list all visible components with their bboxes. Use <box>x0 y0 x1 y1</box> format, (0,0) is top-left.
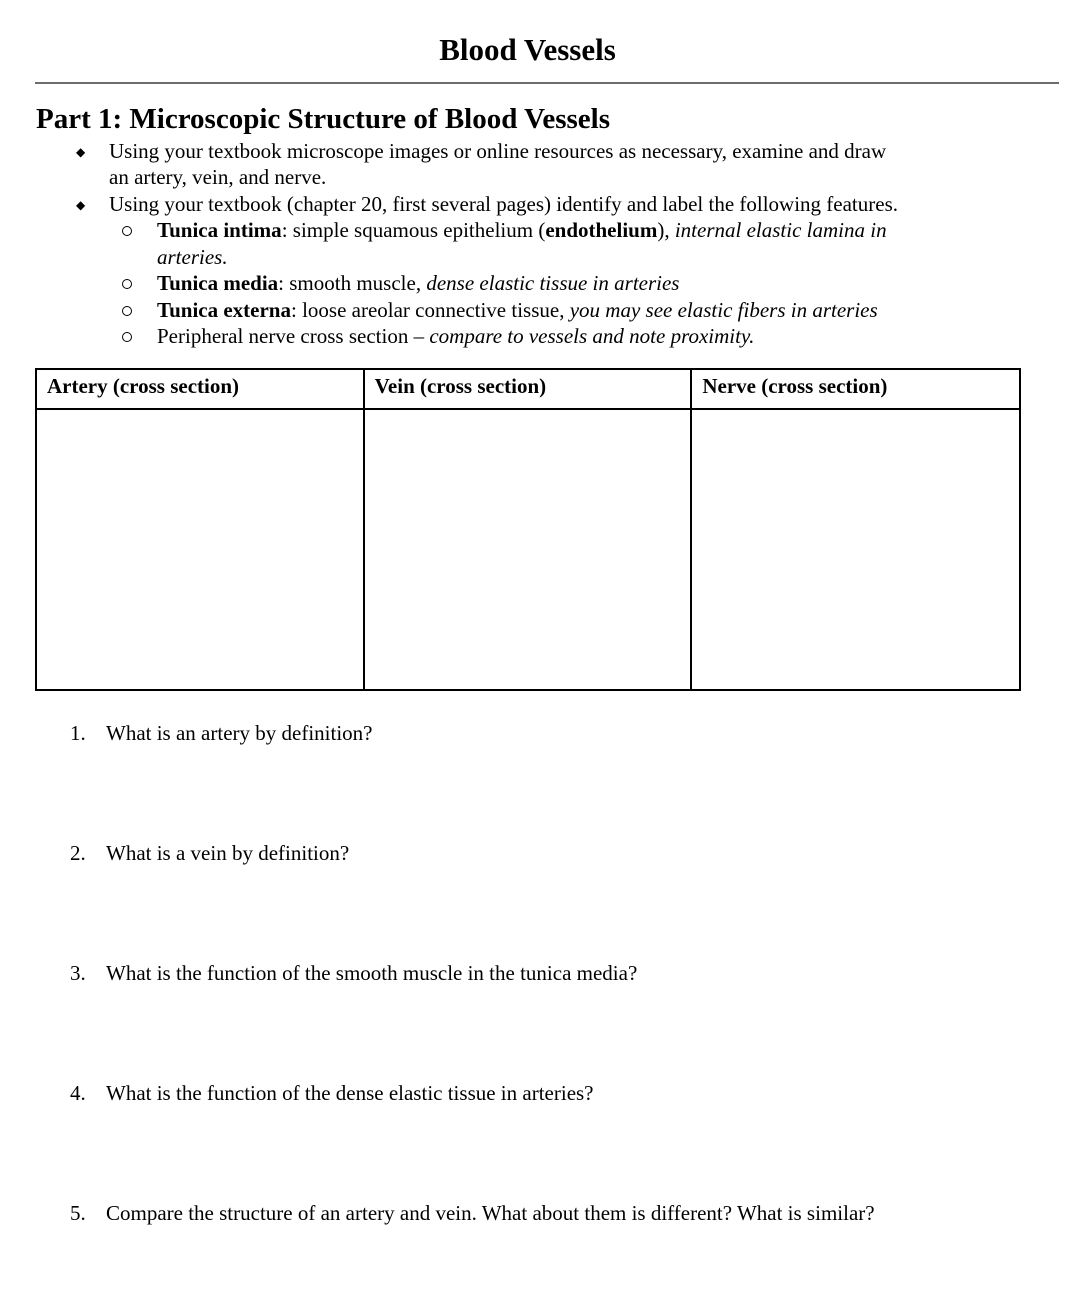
question-text: What is an artery by definition? <box>106 721 373 745</box>
question-number: 4. <box>70 1081 86 1105</box>
part-heading: Part 1: Microscopic Structure of Blood Vessels <box>36 103 611 135</box>
bullet-2-line-1: Using your textbook (chapter 20, first several pages) identify and label the following features. <box>109 192 899 216</box>
title-divider <box>35 82 1059 84</box>
feature-peripheral-nerve: Peripheral nerve cross section – compare to vessels and note proximity. <box>157 324 755 348</box>
feature-tunica-intima: Tunica intima: simple squamous epithelium (endothelium), internal elastic lamina in <box>157 218 887 242</box>
question-text: What is the function of the dense elastic tissue in arteries? <box>106 1081 594 1105</box>
feature-tunica-externa: Tunica externa: loose areolar connective tissue, you may see elastic fibers in arteries <box>157 298 878 322</box>
feature-term: Tunica media <box>157 271 279 295</box>
bullet-1-line-1: Using your textbook microscope images or online resources as necessary, examine and draw <box>109 139 887 163</box>
nerve-drawing-area[interactable] <box>691 409 1020 690</box>
header-artery: Artery (cross section) <box>36 369 364 409</box>
question-number: 2. <box>70 841 86 865</box>
question-text: Compare the structure of an artery and vein. What about them is different? What is similar? <box>106 1201 875 1225</box>
question-1 <box>70 719 373 747</box>
question-4 <box>70 1079 594 1107</box>
question-3 <box>70 959 637 987</box>
table-header-row <box>36 369 1020 409</box>
vein-drawing-area[interactable] <box>364 409 692 690</box>
feature-term: Tunica intima <box>157 218 282 242</box>
drawing-table <box>35 368 1021 691</box>
question-text: What is a vein by definition? <box>106 841 350 865</box>
feature-tunica-media: Tunica media: smooth muscle, dense elastic tissue in arteries <box>157 271 680 295</box>
question-text: What is the function of the smooth muscle in the tunica media? <box>106 961 638 985</box>
circle-bullet-marker <box>122 306 132 316</box>
bullet-marker: ◆ <box>76 145 86 159</box>
feature-term: Tunica externa <box>157 298 291 322</box>
circle-bullet-marker <box>122 279 132 289</box>
bullet-1-line-2: an artery, vein, and nerve. <box>109 165 327 189</box>
question-2 <box>70 839 349 867</box>
circle-bullet-marker <box>122 332 132 342</box>
question-number: 5. <box>70 1201 86 1225</box>
artery-drawing-area[interactable] <box>36 409 364 690</box>
drawing-row <box>36 409 1020 690</box>
question-number: 3. <box>70 961 86 985</box>
header-vein: Vein (cross section) <box>364 369 692 409</box>
question-5 <box>70 1199 875 1227</box>
circle-bullet-marker <box>122 226 132 236</box>
bullet-marker: ◆ <box>76 198 86 212</box>
header-nerve: Nerve (cross section) <box>691 369 1020 409</box>
page-title: Blood Vessels <box>439 32 616 67</box>
question-number: 1. <box>70 721 86 745</box>
feature-tunica-intima-continued: arteries. <box>157 245 228 269</box>
